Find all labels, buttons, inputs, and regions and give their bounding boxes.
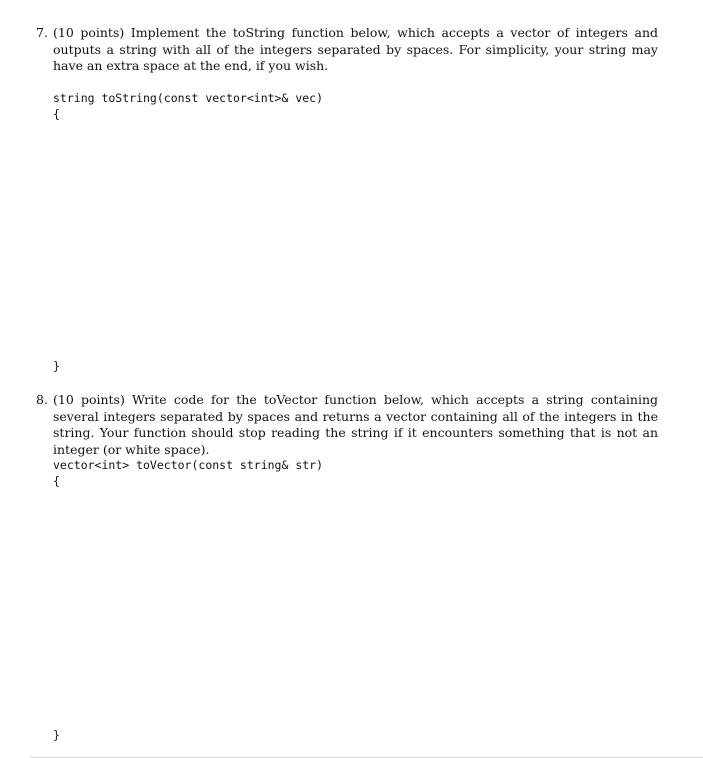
problem-7-open-brace: {	[53, 107, 60, 121]
problem-7-text: (10 points) Implement the toString function below, which accepts a vector of integers and outputs a string with all of the integers separated by spaces. For simplicity, your string may have an extra space at the end, if you wish.	[53, 25, 658, 73]
problem-7	[36, 25, 658, 75]
problem-8-number: 8.	[36, 392, 48, 407]
problem-8-open-brace: {	[53, 474, 60, 488]
problem-8	[36, 392, 658, 458]
problem-8-text: (10 points) Write code for the toVector function below, which accepts a string containing several integers separated by spaces and returns a vector containing all of the integers in the string. Your function should stop reading the string if it encounters something that is not an integer (or white space).	[53, 392, 658, 457]
problem-7-close-brace: }	[53, 359, 60, 373]
problem-7-number: 7.	[36, 25, 48, 40]
problem-7-signature: string toString(const vector<int>& vec)	[53, 91, 324, 105]
problem-8-signature: vector<int> toVector(const string& str)	[53, 458, 324, 472]
problem-8-close-brace: }	[53, 728, 60, 742]
